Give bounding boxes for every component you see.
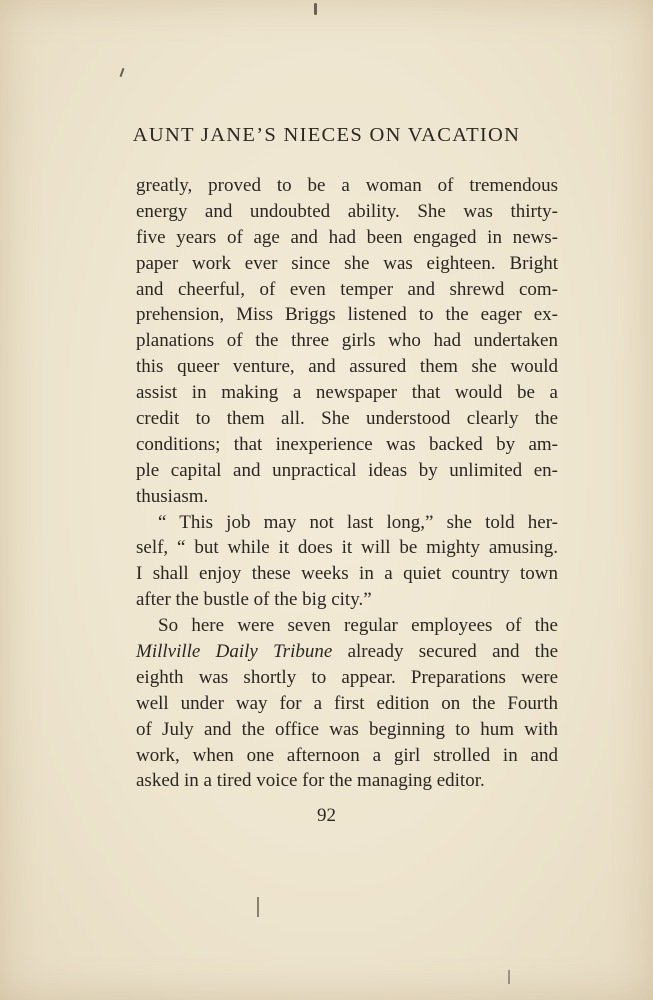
- ink-speck: [120, 68, 125, 77]
- ink-speck: [257, 897, 259, 917]
- text-line: after the bustle of the big city.”: [136, 589, 372, 611]
- text-fragment: already secured and the: [347, 641, 559, 663]
- text-line: paper work ever since she was eighteen. Bright: [136, 252, 558, 274]
- text-line: I shall enjoy these weeks in a quiet country town: [136, 563, 558, 585]
- text-line: “ This job may not last long,” she told her-: [158, 511, 558, 533]
- ink-speck: [314, 3, 317, 15]
- text-line: prehension, Miss Briggs listened to the eager ex-: [136, 304, 558, 326]
- text-line: greatly, proved to be a woman of tremendous: [136, 175, 558, 196]
- newspaper-title: Millville Daily Tribune: [136, 641, 333, 663]
- text-line: asked in a tired voice for the managing editor.: [136, 770, 485, 792]
- text-line: this queer venture, and assured them she would: [136, 356, 558, 378]
- text-line: of July and the office was beginning to hum with: [136, 718, 558, 740]
- text-line: planations of the three girls who had undertaken: [136, 330, 558, 352]
- text-line: assist in making a newspaper that would be a: [136, 382, 558, 404]
- text-line: ple capital and unpractical ideas by unlimited en-: [136, 459, 558, 481]
- text-line: thusiasm.: [136, 485, 209, 507]
- text-line: work, when one afternoon a girl strolled in and: [136, 744, 558, 766]
- ink-speck: [508, 970, 510, 984]
- text-line: five years of age and had been engaged in news-: [136, 226, 558, 248]
- text-line: energy and undoubted ability. She was thirty-: [136, 200, 558, 222]
- text-line: credit to them all. She understood clearly the: [136, 408, 558, 430]
- text-line: eighth was shortly to appear. Preparations were: [136, 666, 558, 688]
- text-line: self, “ but while it does it will be mighty amusing.: [136, 537, 558, 559]
- text-line: and cheerful, of even temper and shrewd com-: [136, 278, 558, 300]
- text-line: well under way for a first edition on the Fourth: [136, 692, 558, 714]
- page-number: 92: [317, 805, 336, 826]
- text-line: So here were seven regular employees of the: [158, 615, 558, 637]
- text-line: conditions; that inexperience was backed by am-: [136, 433, 558, 455]
- running-head: AUNT JANE’S NIECES ON VACATION: [132, 124, 521, 146]
- body-text: [136, 173, 558, 794]
- text-line: [136, 639, 558, 665]
